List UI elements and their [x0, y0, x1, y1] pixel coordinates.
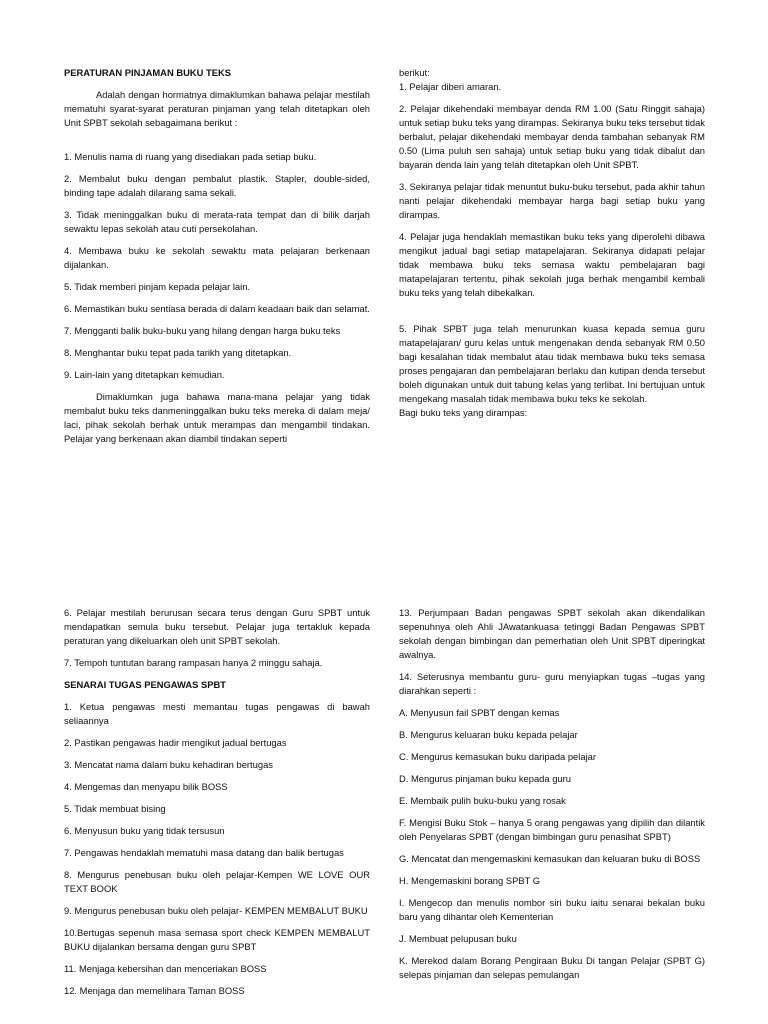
duties-heading: SENARAI TUGAS PENGAWAS SPBT	[64, 679, 226, 690]
list-item: 5. Tidak membuat bising	[64, 803, 166, 814]
list-item: 9. Mengurus penebusan buku oleh pelajar- KEMPEN MEMBALUT BUKU	[64, 905, 368, 916]
list-item: E. Membaik pulih buku-buku yang rosak	[399, 795, 566, 806]
penalty-list	[399, 66, 705, 420]
document-heading: PERATURAN PINJAMAN BUKU TEKS	[64, 67, 232, 78]
list-item: 14. Seterusnya membantu guru- guru menyiapkan tugas –tugas yang diarahkan seperti :	[399, 671, 705, 696]
list-item: 4. Pelajar juga hendaklah memastikan buku teks yang diperolehi dibawa mengikut jadual bagi setiap matapelajaran. Sekiranya didapati pelajar tidak membawa buku teks semasa waktu pembelajaran bagi matapelajaran tertentu, pihak sekolah juga berhak mengambil kembali buku teks yang telah dibekalkan.	[399, 231, 705, 298]
list-item: 2. Pastikan pengawas hadir mengikut jadual bertugas	[64, 737, 287, 748]
list-item: 7. Tempoh tuntutan barang rampasan hanya 2 minggu sahaja.	[64, 657, 323, 668]
page2-right-column	[399, 606, 705, 990]
duties-list-continued	[399, 606, 705, 982]
list-item: B. Mengurus keluaran buku kepada pelajar	[399, 729, 578, 740]
list-item: 7. Mengganti balik buku-buku yang hilang dengan harga buku teks	[64, 325, 341, 336]
list-item: 3. Mencatat nama dalam buku kehadiran bertugas	[64, 759, 273, 770]
list-item: F. Mengisi Buku Stok – hanya 5 orang pengawas yang dipilih dan dilantik oleh Penyelaras SPBT (dengan bimbingan guru penasihat SPBT)	[399, 817, 705, 842]
page1-right-column	[399, 66, 705, 428]
list-item: 8. Menghantar buku tepat pada tarikh yang ditetapkan.	[64, 347, 292, 358]
list-item: 12. Menjaga dan memelihara Taman BOSS	[64, 985, 245, 996]
list-item: 2. Pelajar dikehendaki membayar denda RM 1.00 (Satu Ringgit sahaja) untuk setiap buku teks yang dirampas. Sekiranya buku teks tersebut tidak berbalut, pelajar dikehendaki membayar denda tambahan sebanyak RM 0.50 (Lima puluh sen sahaja) untuk setiap buku yang tidak dibalut dan bayaran denda lain yang telah ditetapkan oleh Unit SPBT.	[399, 103, 705, 170]
list-item: 4. Mengemas dan menyapu bilik BOSS	[64, 781, 228, 792]
list-item: G. Mencatat dan mengemaskini kemasukan dan keluaran buku di BOSS	[399, 853, 701, 864]
list-item: 5. Pihak SPBT juga telah menurunkan kuasa kepada semua guru matapelajaran/ guru kelas untuk mengenakan denda sebanyak RM 0.50 bagi kesalahan tidak membalut atau tidak membawa buku teks semasa proses pengajaran dan pembelajaran berlaku dan kutipan denda tersebut boleh digunakan untuk duit tabung kelas yang terlibat. Ini bertujuan untuk mengekang masalah tidak membawa buku teks ke sekolah. Bagi buku teks yang dirampas:	[399, 323, 705, 418]
list-item: H. Mengemaskini borang SPBT G	[399, 875, 541, 886]
list-item: 2. Membalut buku dengan pembalut plastik. Stapler, double-sided, binding tape adalah dilarang sama sekali.	[64, 173, 370, 198]
list-item: 1. Ketua pengawas mesti memantau tugas pengawas di bawah seliaannya	[64, 701, 370, 726]
list-item: 11. Menjaga kebersihan dan menceriakan BOSS	[64, 963, 267, 974]
list-item: A. Menyusun fail SPBT dengan kemas	[399, 707, 560, 718]
intro-paragraph: Adalah dengan hormatnya dimaklumkan bahawa pelajar mestilah mematuhi syarat-syarat peraturan pinjaman yang telah ditetapkan oleh Unit SPBT sekolah sebagaimana berikut :	[64, 89, 370, 128]
list-item: J. Membuat pelupusan buku	[399, 933, 517, 944]
claim-rules-list	[64, 606, 370, 670]
list-item: 3. Tidak meninggalkan buku di merata-rata tempat dan di bilik darjah sewaktu lepas sekolah atau cuti persekolahan.	[64, 209, 370, 234]
page2-left-column	[64, 606, 370, 1006]
list-item: 9. Lain-lain yang ditetapkan kemudian.	[64, 369, 225, 380]
list-item: I. Mengecop dan menulis nombor siri buku iaitu senarai bekalan buku baru yang dihantar oleh Kementerian	[399, 897, 705, 922]
closing-paragraph: Dimaklumkan juga bahawa mana-mana pelajar yang tidak membalut buku teks danmeninggalkan buku teks mereka di dalam meja/ laci, pihak sekolah berhak untuk merampas dan mengambil tindakan. Pelajar yang berkenaan akan diambil tindakan seperti	[64, 391, 370, 444]
list-item: 3. Sekiranya pelajar tidak menuntut buku-buku tersebut, pada akhir tahun nanti pelajar dikehendaki membayar harga bagi setiap buku yang dirampas.	[399, 181, 705, 220]
list-item: 1. Menulis nama di ruang yang disediakan pada setiap buku.	[64, 151, 317, 162]
list-item: 6. Menyusun buku yang tidak tersusun	[64, 825, 225, 836]
list-item: 7. Pengawas hendaklah mematuhi masa datang dan balik bertugas	[64, 847, 344, 858]
list-item: K. Merekod dalam Borang Pengiraan Buku Di tangan Pelajar (SPBT G) selepas pinjaman dan selepas pemulangan	[399, 955, 705, 980]
list-item: D. Mengurus pinjaman buku kepada guru	[399, 773, 571, 784]
duties-list	[64, 700, 370, 998]
list-item: 5. Tidak memberi pinjam kepada pelajar lain.	[64, 281, 251, 292]
list-item: 4. Membawa buku ke sekolah sewaktu mata pelajaran berkenaan dijalankan.	[64, 245, 370, 270]
page1-left-column	[64, 66, 370, 454]
list-item: 13. Perjumpaan Badan pengawas SPBT sekolah akan dikendalikan sepenuhnya oleh Ahli JAwatankuasa tetinggi Badan Pengawas SPBT sekolah dengan bimbingan dan pemerhatian oleh Unit SPBT diperingkat awalnya.	[399, 607, 705, 660]
list-item: 6. Memastikan buku sentiasa berada di dalam keadaan baik dan selamat.	[64, 303, 370, 314]
list-item: 6. Pelajar mestilah berurusan secara terus dengan Guru SPBT untuk mendapatkan semula buku tersebut. Pelajar juga tertakluk kepada peraturan yang dikeluarkan oleh unit SPBT sekolah.	[64, 607, 370, 646]
list-item: 10.Bertugas sepenuh masa semasa sport check KEMPEN MEMBALUT BUKU dijalankan bersama dengan guru SPBT	[64, 927, 370, 952]
list-item: berikut: 1. Pelajar diberi amaran.	[399, 67, 502, 92]
list-item: C. Mengurus kemasukan buku daripada pelajar	[399, 751, 596, 762]
list-item: 8. Mengurus penebusan buku oleh pelajar-Kempen WE LOVE OUR TEXT BOOK	[64, 869, 370, 894]
rules-list	[64, 150, 370, 382]
